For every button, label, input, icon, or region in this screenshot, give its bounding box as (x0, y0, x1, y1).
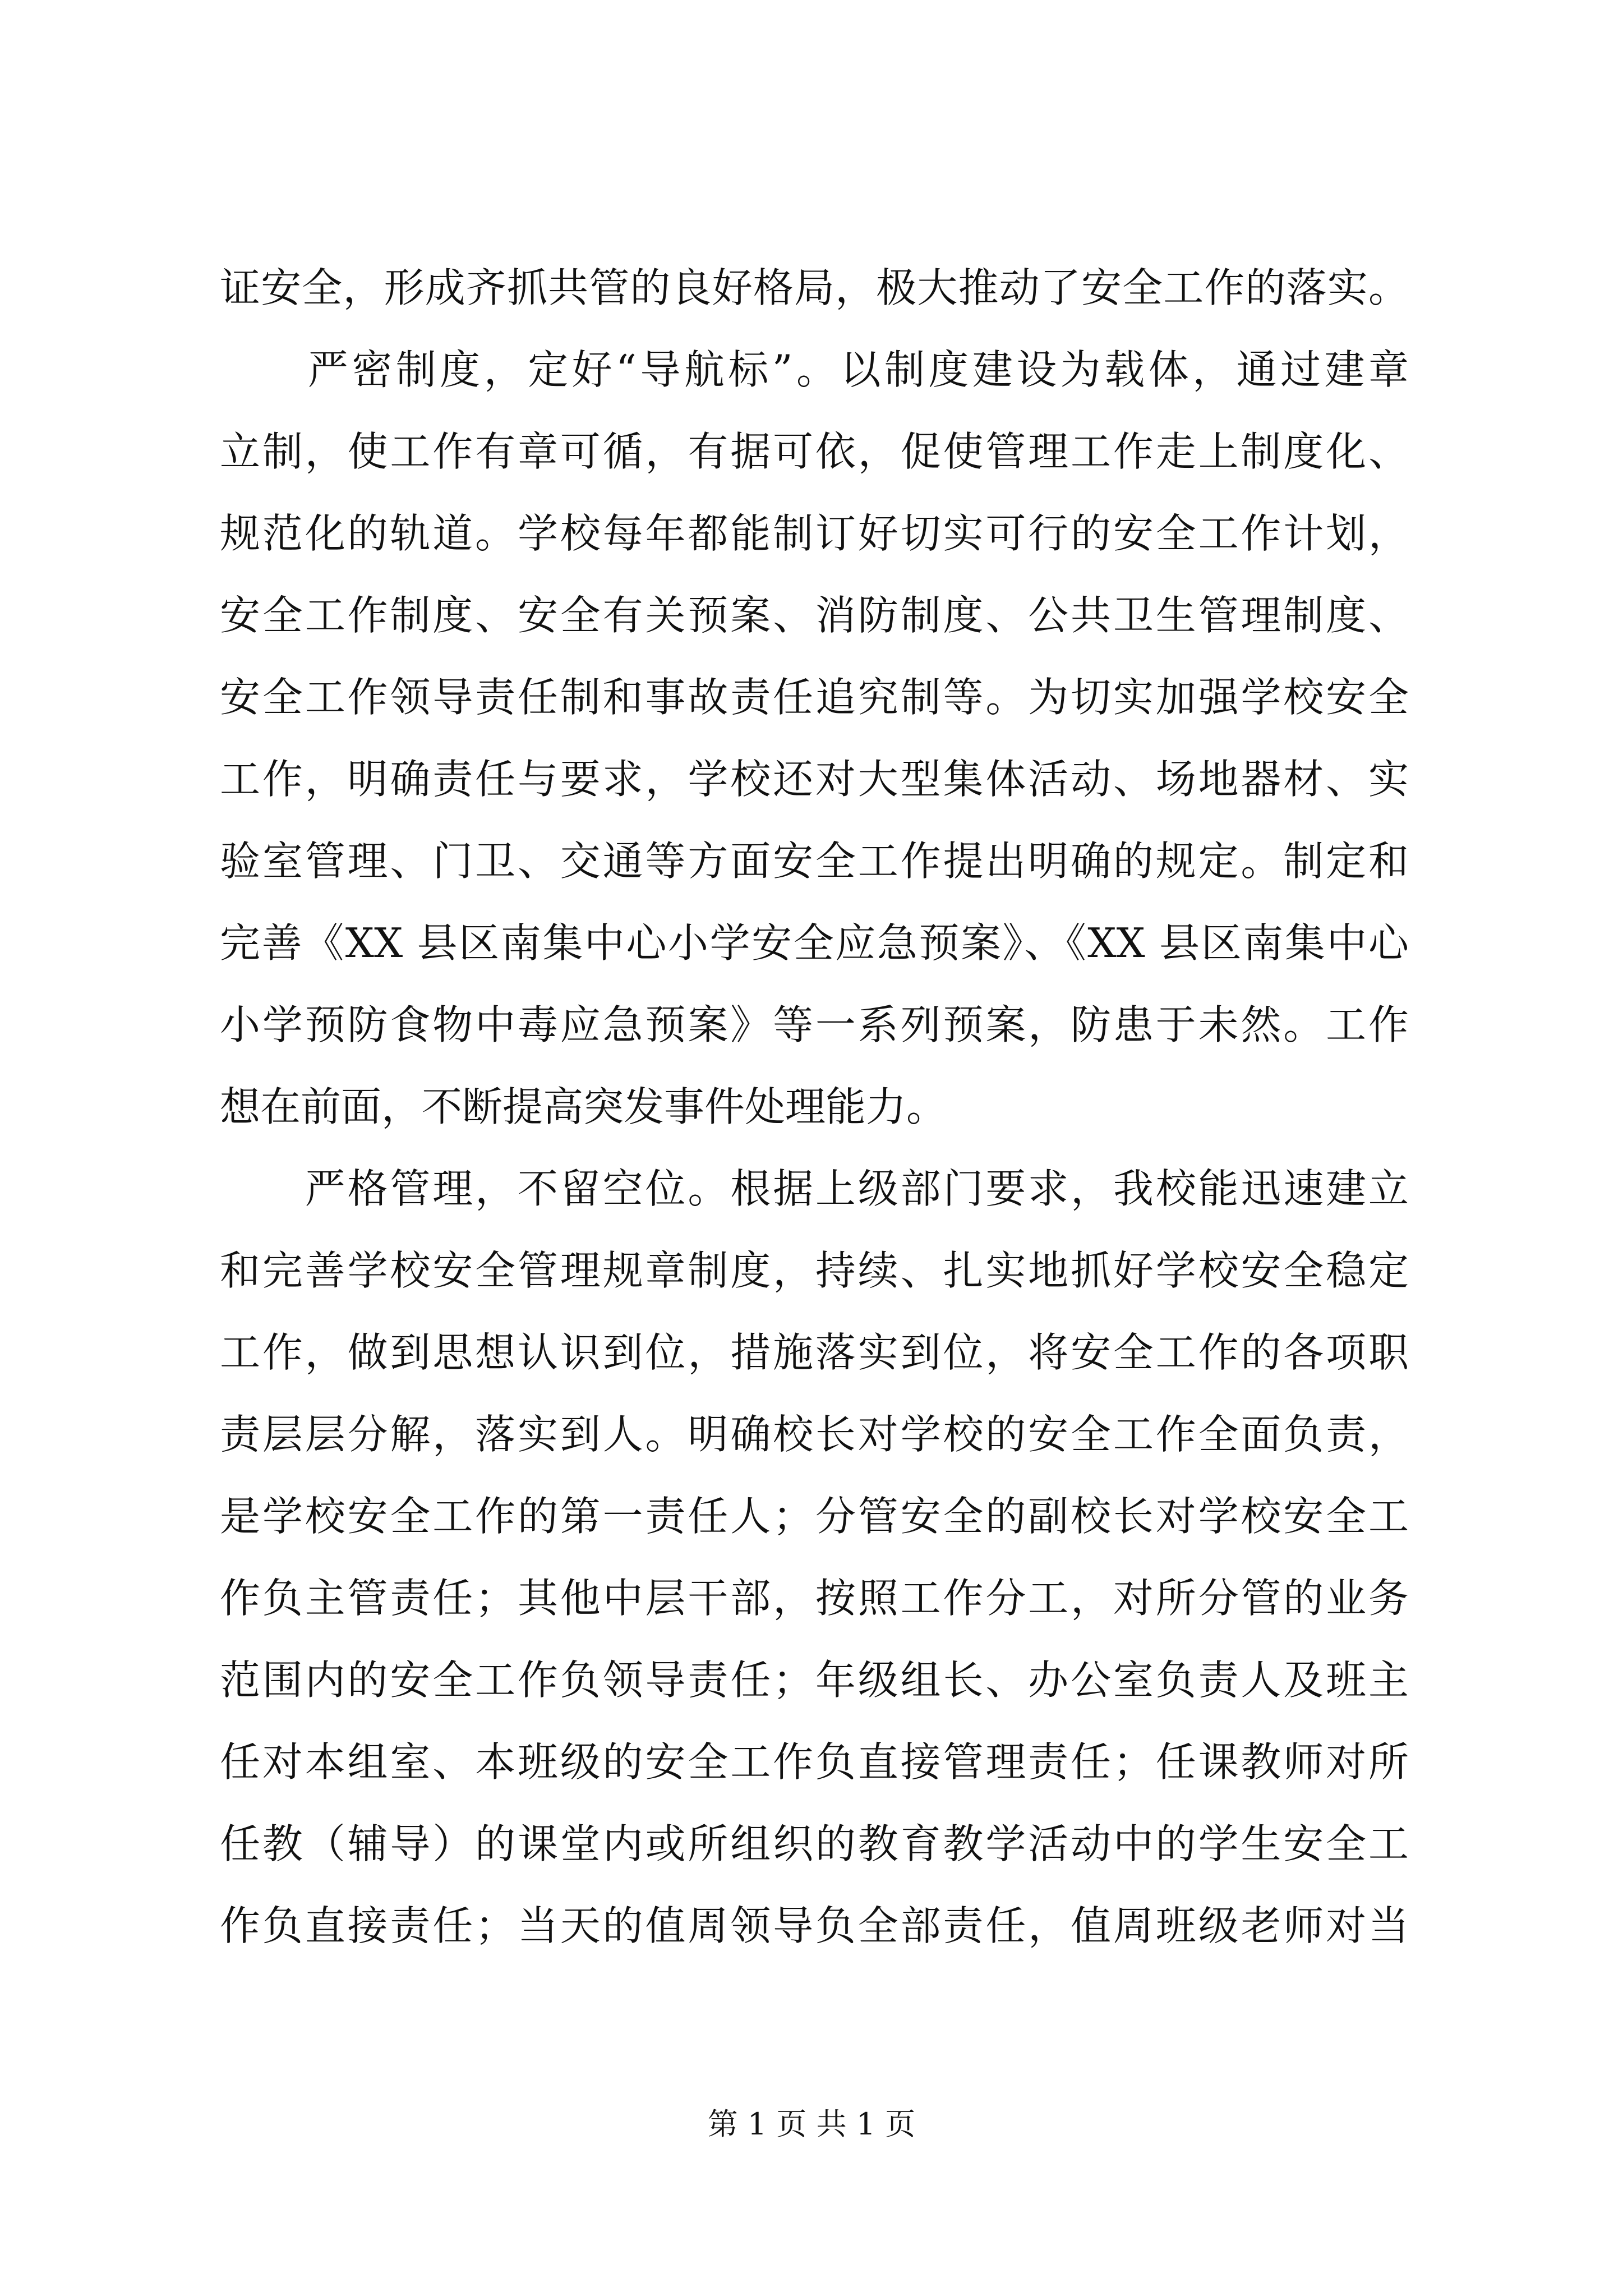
body-text (220, 247, 1409, 1967)
text-line: 工作，做到思想认识到位，措施落实到位，将安全工作的各项职 (220, 1329, 1409, 1376)
text-line: 严格管理，不留空位。根据上级部门要求，我校能迅速建立 (220, 1165, 1409, 1212)
page-number-label: 第 1 页 共 1 页 (707, 2106, 916, 2142)
text-line: 完善《XX 县区南集中心小学安全应急预案》、《XX 县区南集中心 (220, 919, 1409, 967)
text-line: 小学预防食物中毒应急预案》等一系列预案，防患于未然。工作 (220, 1001, 1409, 1048)
text-line: 任教（辅导）的课堂内或所组织的教育教学活动中的学生安全工 (220, 1820, 1409, 1867)
text-line: 规范化的轨道。学校每年都能制订好切实可行的安全工作计划， (220, 510, 1409, 557)
text-line: 作负主管责任；其他中层干部，按照工作分工，对所分管的业务 (220, 1575, 1409, 1622)
text-line: 范围内的安全工作负领导责任；年级组长、办公室负责人及班主 (220, 1657, 1409, 1704)
text-line: 任对本组室、本班级的安全工作负直接管理责任；任课教师对所 (220, 1738, 1409, 1786)
text-line: 工作，明确责任与要求，学校还对大型集体活动、场地器材、实 (220, 756, 1409, 803)
text-line: 和完善学校安全管理规章制度，持续、扎实地抓好学校安全稳定 (220, 1247, 1409, 1294)
text-line: 作负直接责任；当天的值周领导负全部责任，值周班级老师对当 (220, 1902, 1409, 1949)
text-line: 立制，使工作有章可循，有据可依，促使管理工作走上制度化、 (220, 428, 1409, 475)
text-line: 想在前面，不断提高突发事件处理能力。 (220, 1083, 947, 1130)
text-line: 是学校安全工作的第一责任人；分管安全的副校长对学校安全工 (220, 1493, 1409, 1540)
text-line: 证安全，形成齐抓共管的良好格局，极大推动了安全工作的落实。 (220, 264, 1409, 311)
text-line: 安全工作制度、安全有关预案、消防制度、公共卫生管理制度、 (220, 592, 1409, 639)
text-line: 安全工作领导责任制和事故责任追究制等。为切实加强学校安全 (220, 674, 1409, 721)
text-line: 严密制度，定好“导航标”。以制度建设为载体，通过建章 (220, 346, 1409, 393)
text-line: 验室管理、门卫、交通等方面安全工作提出明确的规定。制定和 (220, 838, 1409, 885)
text-line: 责层层分解，落实到人。明确校长对学校的安全工作全面负责， (220, 1411, 1409, 1458)
page-footer (0, 2105, 1623, 2144)
